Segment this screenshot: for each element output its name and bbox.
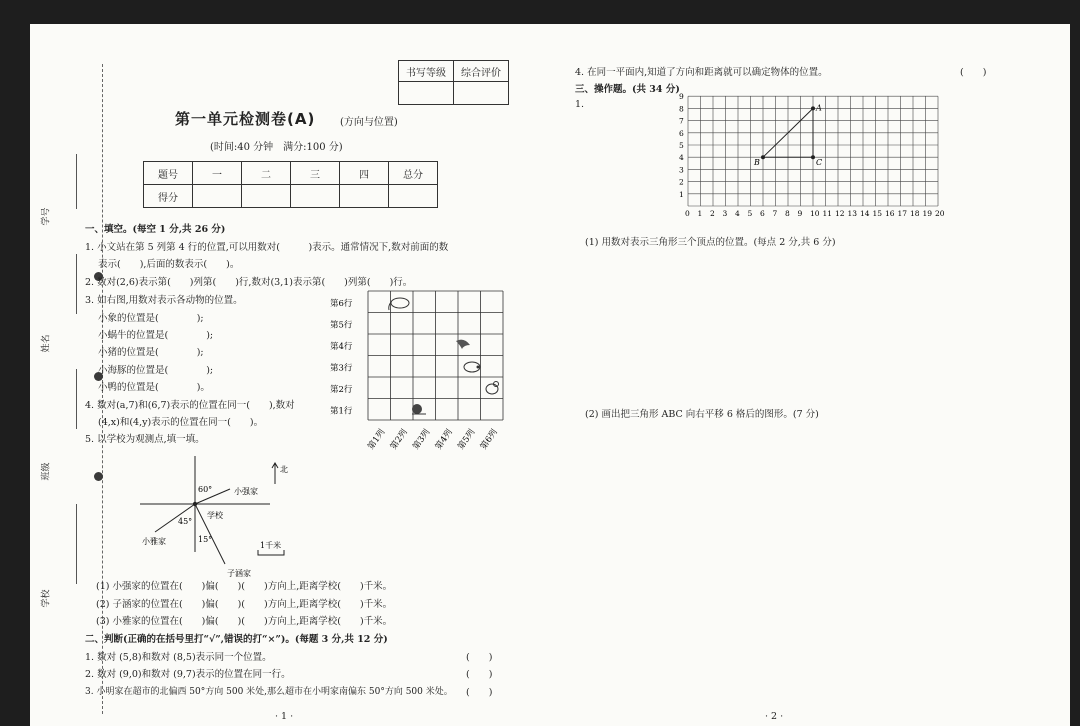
x-tick-label: 16: [885, 209, 895, 218]
q1-line1: 1. 小文站在第 5 列第 4 行的位置,可以用数对( )表示。通常情况下,数对前面的数: [85, 242, 449, 253]
x-tick-label: 3: [722, 209, 728, 218]
op-sub1: (1) 用数对表示三角形三个顶点的位置。(每点 2 分,共 6 分): [585, 237, 836, 248]
grid-col-label: 第4列: [433, 427, 455, 452]
y-tick-label: 8: [679, 104, 684, 114]
binding-hole: [94, 472, 103, 481]
x-tick-label: 15: [872, 209, 883, 218]
score-cell[interactable]: [242, 185, 291, 208]
op-q1-label: 1.: [575, 99, 585, 110]
x-tick-label: 19: [922, 209, 933, 218]
school-label: 学校: [207, 511, 223, 520]
zhj-label: 子涵家: [227, 569, 251, 578]
judge-item-2: 2. 数对 (9,0)和数对 (9,7)表示的位置在同一行。: [85, 669, 291, 680]
sub-q2: (2) 子涵家的位置在( )偏( )( )方向上,距离学校( )千米。: [96, 599, 393, 610]
y-tick-label: 2: [679, 177, 684, 187]
q3-text: 3. 如右图,用数对表示各动物的位置。: [85, 295, 243, 306]
snail-icon: [412, 404, 426, 414]
grid-col-label: 第6列: [478, 427, 500, 452]
judge-item-3: 3. 小明家在超市的北偏西 50°方向 500 米处,那么超市在小明家南偏东 50°方向 500 米处。: [85, 687, 453, 697]
angle-15-label: 15°: [198, 535, 213, 544]
y-tick-label: 6: [679, 128, 684, 138]
scale-label: 1千米: [260, 541, 282, 550]
grid-row-label: 第2行: [330, 385, 353, 395]
vertex-point: [762, 156, 765, 159]
x-tick-label: 9: [797, 209, 803, 218]
x-tick-label: 0: [685, 209, 690, 218]
vertex-label: A: [816, 103, 822, 113]
score-cell[interactable]: [291, 185, 340, 208]
page-title: 第一单元检测卷(A): [175, 110, 316, 128]
score-header-cell: 一: [193, 162, 242, 185]
grid-row-label: 第6行: [330, 299, 353, 309]
right-q4-text: 4. 在同一平面内,知道了方向和距离就可以确定物体的位置。: [575, 67, 828, 78]
x-tick-label: 7: [772, 209, 778, 218]
grade-box: [398, 60, 509, 105]
score-cell[interactable]: [389, 185, 438, 208]
score-header-cell: 题号: [144, 162, 193, 185]
vertex-label: B: [754, 158, 760, 168]
y-tick-label: 9: [679, 92, 684, 102]
judge-item-1: 1. 数对 (5,8)和数对 (8,5)表示同一个位置。: [85, 652, 272, 663]
x-tick-label: 4: [735, 209, 740, 218]
animal-duck: 小鸭的位置是( )。: [98, 382, 210, 393]
school-label: 学校: [41, 589, 52, 608]
time-info: (时间:40 分钟 满分:100 分): [210, 142, 343, 153]
q5-text: 5. 以学校为观测点,填一填。: [85, 434, 205, 445]
duck-icon: [486, 382, 499, 395]
sub-q1: (1) 小强家的位置在( )偏( )( )方向上,距离学校( )千米。: [96, 581, 393, 592]
north-label: 北: [280, 465, 288, 474]
animal-grid: [328, 289, 508, 459]
section2-heading: 二、判断(正确的在括号里打“√”,错误的打“×”)。(每题 3 分,共 12 分): [85, 634, 388, 645]
overall-eval-cell[interactable]: [454, 82, 509, 105]
animal-pig: 小猪的位置是( );: [98, 347, 204, 358]
score-table: [143, 161, 438, 208]
judge-paren-2[interactable]: ( ): [466, 669, 493, 680]
vertex-label: C: [816, 158, 823, 168]
overall-eval-header: 综合评价: [454, 61, 509, 82]
x-tick-label: 13: [847, 209, 858, 218]
x-tick-label: 14: [860, 209, 870, 218]
section3-heading: 三、操作题。(共 34 分): [575, 84, 680, 95]
angle-60-label: 60°: [198, 485, 213, 494]
name-label: 姓名: [41, 334, 52, 353]
score-header-cell: 三: [291, 162, 340, 185]
grid-row-label: 第5行: [330, 320, 353, 331]
field-line: [76, 369, 77, 429]
xyj-label: 小雅家: [142, 537, 166, 546]
score-header-cell: 总分: [389, 162, 438, 185]
field-line: [76, 254, 77, 314]
x-tick-label: 8: [785, 209, 790, 218]
x-tick-label: 2: [710, 209, 715, 218]
sub-q3: (3) 小雅家的位置在( )偏( )( )方向上,距离学校( )千米。: [96, 616, 393, 627]
writing-grade-cell[interactable]: [399, 82, 454, 105]
angle-45-label: 45°: [178, 517, 193, 526]
y-tick-label: 4: [679, 153, 684, 163]
grid-row-label: 第1行: [330, 406, 353, 417]
student-id-label: 学号: [41, 207, 52, 226]
q1-line2: 表示( ),后面的数表示( )。: [98, 259, 240, 270]
class-label: 班级: [41, 462, 52, 481]
grid-row-label: 第3行: [330, 363, 353, 374]
x-tick-label: 5: [747, 209, 753, 218]
x-tick-label: 12: [835, 209, 845, 218]
grid-col-label: 第1列: [366, 427, 388, 452]
right-q4-paren[interactable]: ( ): [960, 67, 987, 78]
grid-col-label: 第5列: [456, 427, 478, 452]
score-header-cell: 二: [242, 162, 291, 185]
vertex-point: [812, 156, 815, 159]
y-tick-label: 5: [679, 141, 684, 150]
page-number-left: · 1 ·: [275, 711, 294, 722]
xqj-label: 小强家: [234, 487, 258, 496]
grid-col-label: 第2列: [388, 427, 410, 452]
y-tick-label: 3: [679, 165, 684, 175]
pig-icon: [464, 362, 480, 372]
score-cell[interactable]: [193, 185, 242, 208]
score-row-label: 得分: [144, 185, 193, 208]
x-tick-label: 1: [697, 209, 703, 218]
y-tick-label: 1: [679, 189, 684, 199]
x-tick-label: 17: [897, 209, 908, 218]
field-line: [76, 154, 77, 209]
elephant-icon: [389, 298, 409, 310]
coordinate-grid: [642, 92, 945, 226]
score-cell[interactable]: [340, 185, 389, 208]
q4-line2: (4,x)和(4,y)表示的位置在同一( )。: [98, 417, 264, 428]
judge-paren-3[interactable]: ( ): [466, 687, 493, 698]
y-tick-label: 7: [679, 116, 684, 126]
x-tick-label: 11: [822, 209, 833, 218]
x-tick-label: 20: [935, 209, 945, 218]
q4-line1: 4. 数对(a,7)和(6,7)表示的位置在同一( ),数对: [85, 400, 295, 411]
grid-col-label: 第3列: [411, 427, 433, 452]
x-tick-label: 10: [810, 209, 820, 218]
scale-bar: [258, 550, 284, 555]
op-sub2: (2) 画出把三角形 ABC 向右平移 6 格后的图形。(7 分): [585, 409, 819, 420]
vertex-point: [812, 107, 815, 110]
score-header-cell: 四: [340, 162, 389, 185]
page-number-right: · 2 ·: [765, 711, 784, 722]
exam-sheet: [30, 24, 1070, 726]
q2-text: 2. 数对(2,6)表示第( )列第( )行,数对(3,1)表示第( )列第( )行。: [85, 277, 413, 288]
animal-snail: 小蜗牛的位置是( );: [98, 330, 214, 341]
field-line: [76, 504, 77, 584]
grid-row-label: 第4行: [330, 342, 353, 352]
judge-paren-1[interactable]: ( ): [466, 652, 493, 663]
x-tick-label: 18: [910, 209, 920, 218]
x-tick-label: 6: [760, 209, 765, 218]
animal-dolphin: 小海豚的位置是( );: [98, 365, 214, 376]
section1-heading: 一、填空。(每空 1 分,共 26 分): [85, 224, 226, 235]
page-subtitle: (方向与位置): [340, 117, 398, 128]
animal-elephant: 小象的位置是( );: [98, 313, 204, 324]
writing-grade-header: 书写等级: [399, 61, 454, 82]
